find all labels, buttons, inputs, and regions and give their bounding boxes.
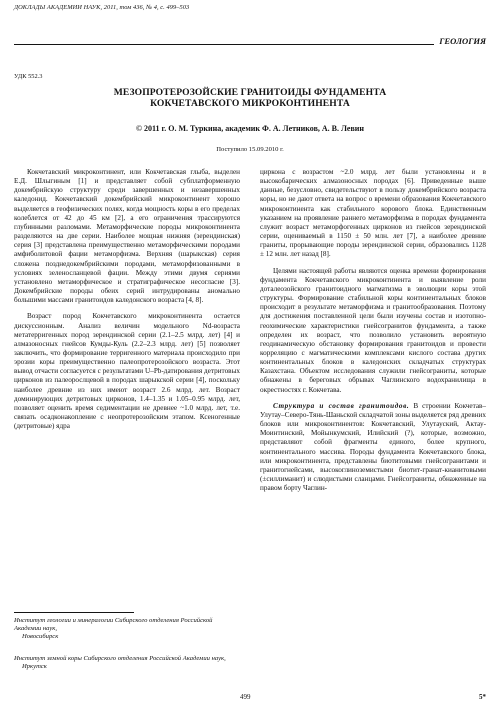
right-column — [260, 168, 486, 493]
affiliation-org: Институт земной коры Сибирского отделения Российской Академии наук, — [14, 655, 226, 662]
paragraph: циркона с возрастом ~2.0 млрд. лет были установлены и в высокобарических алмазоносных породах [6]. Приведенные выше данные, безусловно, свидетельствуют в пользу докембрийского возраста коры, но не дают ответа на вопрос о времени образования Кокчетавского микроконтинента как стабильного корового блока. Единственным указанием на проявление раннего метаморфизма в породах фундамента служит возраст метаморфогенных цирконов из гнейсов зерендинской серии, оцениваемый в 1150 ± 50 млн. лет [7], а наиболее древние граниты, прорывающие породы зерендинской серии, образовались 1128 ± 12 млн. лет назад [8]. — [260, 168, 486, 259]
paragraph-body: В строении Кокчетав–Улутау–Северо-Тянь-Шаньской складчатой зоны выделяется ряд древних блоков или микроконтинентов: Кокчетавский, Улутауский, Актау-Моинтинский, Мойынкумский, Илийский (?), которые, возможно, представляют собой фрагменты единого, более крупного, континентального массива. Породы фундамента Кокчетавского блока, или микроконтинента, представлены биотитовыми гнейсогранитами и гранитогнейсами, высокоглиноземистыми биотит-гранат-кианитовыми (±силлиманит) и слюдистыми сланцами. Гнейсограниты, обнаженные на правом борту Чаглин- — [260, 401, 487, 493]
received-date: Поступило 15.09.2010 г. — [216, 146, 284, 153]
affiliation — [14, 617, 240, 642]
affiliation — [14, 655, 240, 671]
affiliation-city: Иркутск — [22, 663, 47, 671]
journal-running-header: ДОКЛАДЫ АКАДЕМИИ НАУК, 2011, том 436, № 4, с. 499–503 — [14, 4, 190, 11]
paragraph: Кокчетавский микроконтинент, или Кокчетавская глыба, выделен Е.Д. Шлыгиным [1] и представляет собой субплатформенную докембрийскую структуру среди завершенных и незавершенных каледонид. Кокчетавский докембрийский микроконтинент хорошо выделяется в геофизических полях, когда мощность коры в его пределах колеблется от 42 до 45 км [2], а его ограничения трассируются глубинными разломами. Метаморфические породы микроконтинента разделяются на две серии. Наиболее мощная нижняя (зерендинская) серия [3] представлена преимущественно метаморфическими породами амфиболитовой фации метаморфизма. Верхняя (шарыкская) серия сложена позднедокембрийскими породами, метаморфизованными в условиях зеленосланцевой фации. Между этими двумя сериями установлено метаморфическое и стратиграфическое несогласие [3]. Докембрийские породы обеих серий интрудированы аномально большими массами гранитоидов каледонского возраста [4, 8]. — [14, 168, 240, 305]
article-title — [30, 87, 470, 109]
section-heading: Структура и состав гранитоидов. — [273, 401, 410, 410]
rubric-rule — [14, 44, 486, 45]
title-line-2: КОКЧЕТАВСКОГО МИКРОКОНТИНЕНТА — [150, 98, 350, 110]
udk-code: УДК 552.3 — [14, 73, 43, 80]
affiliation-org: Институт геологии и минералогии Сибирского отделения Российской Академии наук, — [14, 617, 213, 633]
title-line-1: МЕЗОПРОТЕРОЗОЙСКИЕ ГРАНИТОИДЫ ФУНДАМЕНТА — [113, 87, 387, 98]
paragraph: Возраст пород Кокчетавского микроконтинента остается дискуссионным. Анализ величин модельного Nd-возраста метатерригенных пород зерендинской серии (2.1–2.5 млрд. лет) [4] и алмазоносных гнейсов Кумды-Куль (2.2–2.3 млрд. лет) [5] позволяет заключить, что формирование терригенного материала происходило при эрозии коры преимущественно палеопротерозойского возраста. Этот вывод отчасти согласуется с результатами U–Pb-датирования детритовых цирконов из палеорослцевой в породах шарыкской серии [4], поскольку наиболее древние из них имеют возраст 2.6 млрд. лет. Возраст доминирующих детритовых цирконов, 1.4–1.35 и 1.05–0.95 млрд. лет, позволяет оценить время седиментации не древнее ~1.0 млрд. лет, т.е. связать осадконакопление с неопротерозойским этапом. Ксеногенные (детритовые) ядра — [14, 312, 240, 431]
section-rubric: ГЕОЛОГИЯ — [434, 36, 486, 46]
footnote-rule — [14, 612, 134, 613]
paragraph-with-heading — [260, 402, 486, 494]
sheet-signature: 5* — [479, 693, 486, 701]
paragraph: Целями настоящей работы являются оценка времени формирования фундамента Кокчетавского микроконтинента и выявление роли доталеозойского гранитоидного магматизма в эволюции коры этой структуры. Формирование стабильной коры континентальных блоков происходит в результате метаморфизма и гранитообразования. Поэтому для достижения поставленной цели были изучены состав и изотопно-геохимические характеристики гнейсогранитов фундамента, а также определен их возраст, что позволило установить вероятную геодинамическую обстановку формирования гранитоидов и провести корреляцию с магматическими комплексами кислого состава других континентальных блоков в каледонских складчатых структурах Казахстана. Объектом исследования служили гнейсограниты, которые обнажены в береговых обрывах Чаглинского водохранилища в окрестностях г. Кокчетава. — [260, 266, 486, 394]
authors-line: © 2011 г. О. М. Туркина, академик Ф. А. Летников, А. В. Левин — [136, 124, 364, 133]
page-number: 499 — [240, 693, 251, 701]
left-column — [14, 168, 240, 431]
affiliation-city: Новосибирск — [22, 633, 59, 641]
